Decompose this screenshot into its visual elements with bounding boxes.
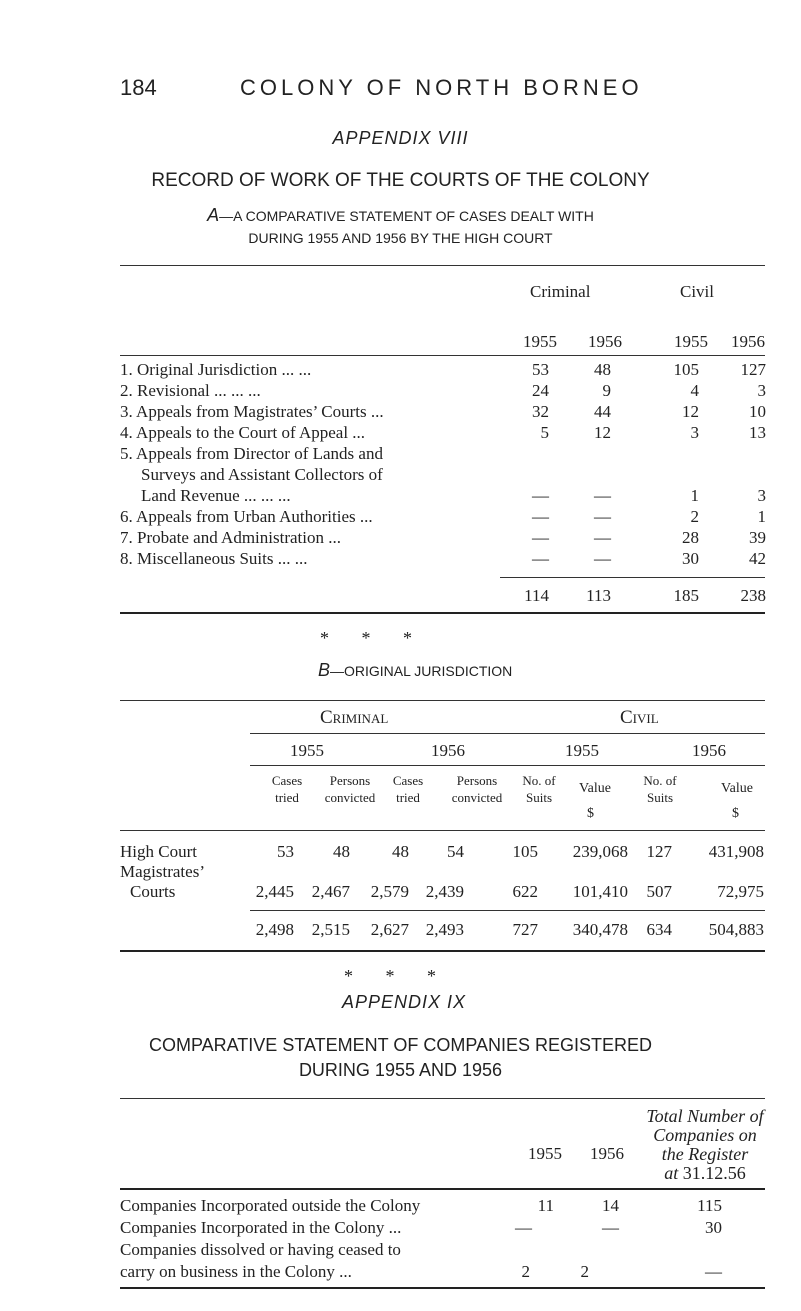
cell: 72,975 <box>717 882 764 901</box>
cell: 3 <box>757 381 766 400</box>
year: 1956 <box>431 741 465 760</box>
group-criminal: Criminal <box>320 707 389 728</box>
row-label: 6. Appeals from Urban Authorities ... <box>120 507 373 526</box>
cell: — <box>515 1218 532 1237</box>
cell: — <box>532 507 549 526</box>
companies-heading-2: DURING 1955 AND 1956 <box>298 1060 503 1080</box>
cell: 13 <box>749 423 766 442</box>
row-label: High Court <box>120 842 197 861</box>
cell: 14 <box>602 1196 619 1215</box>
subheader: Persons convicted <box>324 773 376 805</box>
cell: 9 <box>602 381 611 400</box>
subheader: Persons convicted <box>451 773 503 805</box>
cell: 11 <box>537 1196 554 1215</box>
subheader: Cases tried <box>271 773 303 805</box>
cell: 12 <box>594 423 611 442</box>
total-cell: 2,627 <box>370 920 409 939</box>
subheading-letter: A <box>207 205 220 225</box>
rule <box>500 577 765 578</box>
row-label: Land Revenue ... ... ... <box>141 486 291 505</box>
cell: 48 <box>594 360 611 379</box>
cell: 2,439 <box>425 882 464 901</box>
register-date: 31.12.56 <box>682 1163 746 1183</box>
year: 1955 <box>290 741 324 760</box>
cell: 4 <box>690 381 699 400</box>
cell: 2 <box>521 1262 530 1281</box>
total-cell: 2,493 <box>425 920 464 939</box>
cell: 12 <box>682 402 699 421</box>
cell: 5 <box>540 423 549 442</box>
cell: — <box>594 528 611 547</box>
rule <box>250 733 765 734</box>
header-line: the Register <box>661 1144 749 1164</box>
row-label: Magistrates’ <box>120 862 205 881</box>
appendix-viii-title: APPENDIX VIII <box>332 128 469 148</box>
appendix-ix-title: APPENDIX IX <box>342 992 467 1012</box>
year: 1955 <box>565 741 599 760</box>
cell: 30 <box>682 549 699 568</box>
page-number: 184 <box>120 75 157 100</box>
cell: — <box>594 486 611 505</box>
cell: 2 <box>690 507 699 526</box>
cell: 44 <box>594 402 611 421</box>
rule <box>120 265 765 266</box>
cell: 2,467 <box>311 882 350 901</box>
cell: 53 <box>532 360 549 379</box>
cell: — <box>602 1218 619 1237</box>
group-civil: Civil <box>680 282 715 301</box>
total-cell: 238 <box>740 586 766 605</box>
dollar-sign: $ <box>587 806 594 821</box>
year: 1956 <box>692 741 726 760</box>
rule <box>120 612 765 614</box>
group-criminal: Criminal <box>530 282 591 301</box>
subheader: Cases tried <box>392 773 424 805</box>
dollar-sign: $ <box>732 806 739 821</box>
total-cell: 185 <box>673 586 699 605</box>
header-line: Companies on <box>653 1125 757 1145</box>
row-label: Courts <box>130 882 176 901</box>
cell: 28 <box>682 528 699 547</box>
header-line <box>640 1164 770 1183</box>
total-cell: 2,515 <box>311 920 350 939</box>
rule <box>120 950 765 952</box>
row-label: Companies dissolved or having ceased to <box>120 1240 401 1259</box>
total-cell: 2,498 <box>255 920 294 939</box>
subheader: No. of Suits <box>522 773 556 805</box>
cell: 32 <box>532 402 549 421</box>
b-letter: B <box>318 660 331 680</box>
companies-heading-1: COMPARATIVE STATEMENT OF COMPANIES REGISTERED <box>148 1035 653 1055</box>
rule <box>120 1098 765 1099</box>
cell: 30 <box>705 1218 722 1237</box>
cell: — <box>532 528 549 547</box>
row-label: carry on business in the Colony ... <box>120 1262 352 1281</box>
total-cell: 634 <box>646 920 672 939</box>
subheading-line1: —A COMPARATIVE STATEMENT OF CASES DEALT WITH <box>219 208 594 224</box>
group-civil: Civil <box>620 707 659 728</box>
year: 1956 <box>731 332 765 351</box>
row-label: 3. Appeals from Magistrates’ Courts ... <box>120 402 384 421</box>
cell: 48 <box>392 842 409 861</box>
cell: 1 <box>690 486 699 505</box>
cell: 48 <box>333 842 350 861</box>
cell: 431,908 <box>708 842 764 861</box>
total-cell: 504,883 <box>708 920 764 939</box>
cell: — <box>532 549 549 568</box>
row-label: 8. Miscellaneous Suits ... ... <box>120 549 308 568</box>
rule <box>120 1287 765 1289</box>
cell: 115 <box>697 1196 722 1215</box>
separator-stars: * * * <box>320 628 412 648</box>
cell: 239,068 <box>572 842 628 861</box>
subheader: No. of Suits <box>643 773 677 805</box>
cell: 39 <box>749 528 766 547</box>
rule <box>120 355 765 356</box>
cell: 101,410 <box>572 882 628 901</box>
cell: 24 <box>532 381 549 400</box>
row-label: 1. Original Jurisdiction ... ... <box>120 360 312 379</box>
cell: 105 <box>512 842 538 861</box>
rule <box>250 910 765 911</box>
total-cell: 114 <box>524 586 549 605</box>
page-header <box>120 75 643 101</box>
year: 1955 <box>674 332 708 351</box>
subheader: Value <box>721 781 753 796</box>
year: 1956 <box>590 1144 624 1163</box>
header-line: Total Number of <box>646 1106 764 1126</box>
total-cell: 727 <box>512 920 538 939</box>
year: 1956 <box>588 332 622 351</box>
courts-heading: RECORD OF WORK OF THE COURTS OF THE COLONY <box>151 170 650 191</box>
row-label: 4. Appeals to the Court of Appeal ... <box>120 423 366 442</box>
cell: 127 <box>740 360 766 379</box>
at-word: at <box>664 1163 679 1183</box>
cell: 105 <box>673 360 699 379</box>
rule <box>120 830 765 831</box>
row-label: Surveys and Assistant Collectors of <box>141 465 383 484</box>
cell: 507 <box>646 882 672 901</box>
year: 1955 <box>523 332 557 351</box>
total-cell: 340,478 <box>572 920 628 939</box>
rule <box>120 700 765 701</box>
cell: 127 <box>646 842 672 861</box>
subheading-line2: DURING 1955 AND 1956 BY THE HIGH COURT <box>248 230 553 246</box>
cell: — <box>594 507 611 526</box>
year: 1955 <box>528 1144 562 1163</box>
row-label: Companies Incorporated in the Colony ... <box>120 1218 402 1237</box>
cell: 10 <box>749 402 766 421</box>
cell: 54 <box>447 842 464 861</box>
cell: — <box>705 1262 722 1281</box>
row-label: 7. Probate and Administration ... <box>120 528 341 547</box>
separator-stars: * * * <box>344 966 436 986</box>
subheader: Value <box>579 781 611 796</box>
cell: 2,579 <box>370 882 409 901</box>
cell: — <box>532 486 549 505</box>
total-column-header <box>640 1107 770 1183</box>
total-cell: 113 <box>586 586 611 605</box>
cell: 3 <box>757 486 766 505</box>
cell: 3 <box>690 423 699 442</box>
cell: 2 <box>580 1262 589 1281</box>
rule <box>250 765 765 766</box>
cell: 1 <box>757 507 766 526</box>
rule <box>120 1188 765 1190</box>
cell: 42 <box>749 549 766 568</box>
cell: — <box>594 549 611 568</box>
row-label: 2. Revisional ... ... ... <box>120 381 261 400</box>
b-title: —ORIGINAL JURISDICTION <box>330 663 513 679</box>
b-heading <box>318 660 512 681</box>
cell: 622 <box>512 882 538 901</box>
running-title: COLONY OF NORTH BORNEO <box>240 75 643 100</box>
subheading-a <box>0 205 801 226</box>
cell: 53 <box>277 842 294 861</box>
row-label: 5. Appeals from Director of Lands and <box>120 444 383 463</box>
cell: 2,445 <box>255 882 294 901</box>
row-label: Companies Incorporated outside the Colony <box>120 1196 421 1215</box>
